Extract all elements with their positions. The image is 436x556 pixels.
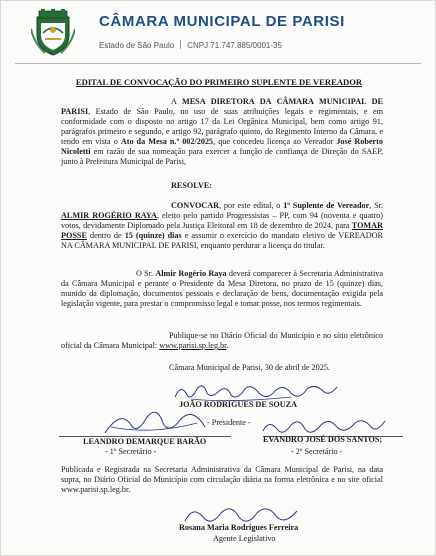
p4-text-a: Publique-se no Diário Oficial do Município e no sítio eletrônico oficial da Câmara Municipal: <box>61 331 383 350</box>
agent-role: Agente Legislativo <box>213 534 276 543</box>
p3-text-c: deverá comparecer à Secretaria Administrativa da Câmara Municipal e perante o Presidente da Mesa Diretora, no prazo de 15 (quinze) dias, munido da diplomação, documentos pessoais e declaração de bens, documentação exigida pela legislação vigente, para prestar o compromisso legal e tomar posse, nos termos regimentais. <box>61 269 383 308</box>
org-name: CÂMARA MUNICIPAL DE PARISI <box>99 13 345 30</box>
president-role: - Presidente - <box>207 418 251 427</box>
p2-suplente-name: ALMIR ROGÉRIO RAYA <box>61 211 157 220</box>
p1-text-a: A <box>171 97 182 106</box>
letterhead <box>31 9 421 61</box>
p4-text-end: . <box>226 341 229 350</box>
p1-text-e: , que concedeu licença ao Vereador <box>213 137 337 146</box>
second-secretary-role: - 2º Secretário - <box>291 447 343 456</box>
p2-text-h: dentro de <box>86 231 125 240</box>
date-line: Câmara Municipal de Parisi, 30 de abril de 2025. <box>169 363 330 372</box>
org-cnpj: CNPJ 71.747.885/0001-35 <box>187 41 282 50</box>
first-secretary-role: - 1º Secretário - <box>105 447 157 456</box>
second-secretary-name: EVANDRO JOSÉ DOS SANTOS; <box>263 435 383 444</box>
p3-suplente-name: Almir Rogério Raya <box>155 269 227 278</box>
website-link[interactable]: www.parisi.sp.leg.br <box>159 341 227 350</box>
p2-deadline: 15 (quinze) dias <box>124 231 182 240</box>
header-divider <box>180 40 181 49</box>
p1-vereador-name: José Roberto Nicoletti <box>61 137 383 156</box>
p1-text-g: em razão de sua nomeação para exercer a função de confiança de Direção do SAEP, junto à Prefeitura Municipal de Parisi, <box>61 147 383 166</box>
first-secretary-name: LEANDRO DEMARQUE BARÃO <box>83 437 207 446</box>
p1-ato-da-mesa: Ato da Mesa n.º 002/2025 <box>120 137 214 146</box>
paragraph-comparecer <box>61 269 383 309</box>
agent-name: Rosana Maria Rodrigues Ferreira <box>179 523 299 532</box>
p2-text-f: , eleito pelo partido Progressistas – PP, com 94 (noventa e quatro) votos, devidamente Diplomado pela Justiça Eleitoral em 18 de dezembro de 2024, para <box>61 211 383 230</box>
p2-text-b: , por este edital, o <box>219 201 284 210</box>
p2-text-j: e assumir o exercício do mandato eletivo de VEREADOR NA CÂMARA MUNICIPAL DE PARISI, enquanto perdurar a licença do titular. <box>61 231 384 250</box>
paragraph-convocar <box>61 201 383 251</box>
p2-suplente: 1º Suplente de Vereador <box>283 201 370 210</box>
paragraph-whereas <box>61 97 383 167</box>
p1-mesa-diretora: MESA DIRETORA DA CÂMARA MUNICIPAL DE PARISI <box>61 97 384 116</box>
first-secretary-signature-icon <box>101 407 211 437</box>
p2-convocar: CONVOCAR <box>171 201 220 210</box>
document-title: EDITAL DE CONVOCAÇÃO DO PRIMEIRO SUPLENTE DE VEREADOR <box>75 77 363 87</box>
p3-text-a: O Sr. <box>136 269 156 278</box>
city-crest-icon <box>31 9 75 57</box>
resolve-heading: RESOLVE: <box>171 181 213 190</box>
paragraph-publicada: Publicada e Registrada na Secretaria Administrativa da Câmara Municipal de Parisi, na data supra, no Diário Oficial do Município com circulação diária na forma eletrônica e no site oficial www.parisi.sp.leg.br. <box>61 465 383 494</box>
paragraph-publique <box>61 331 383 351</box>
p1-text-c: , Estado de São Paulo, no uso de suas atribuições legais e regimentais, e em conformidade com o disposto no artigo 17 da Lei Orgânica Municipal, bem como artigo 91, parágrafos primeiro e segundo, e artigo 92, parágrafo quinto, do Regimento Interno da Câmara, e tendo em vista o <box>61 107 383 146</box>
president-name: JOÃO RODRIGUES DE SOUZA <box>179 400 298 409</box>
org-subtitle <box>99 40 282 50</box>
p2-tomar-posse: TOMAR POSSE <box>61 221 383 240</box>
header-rule <box>15 63 421 64</box>
p2-text-d: , Sr. <box>369 201 384 210</box>
org-location: Estado de São Paulo <box>99 41 175 50</box>
